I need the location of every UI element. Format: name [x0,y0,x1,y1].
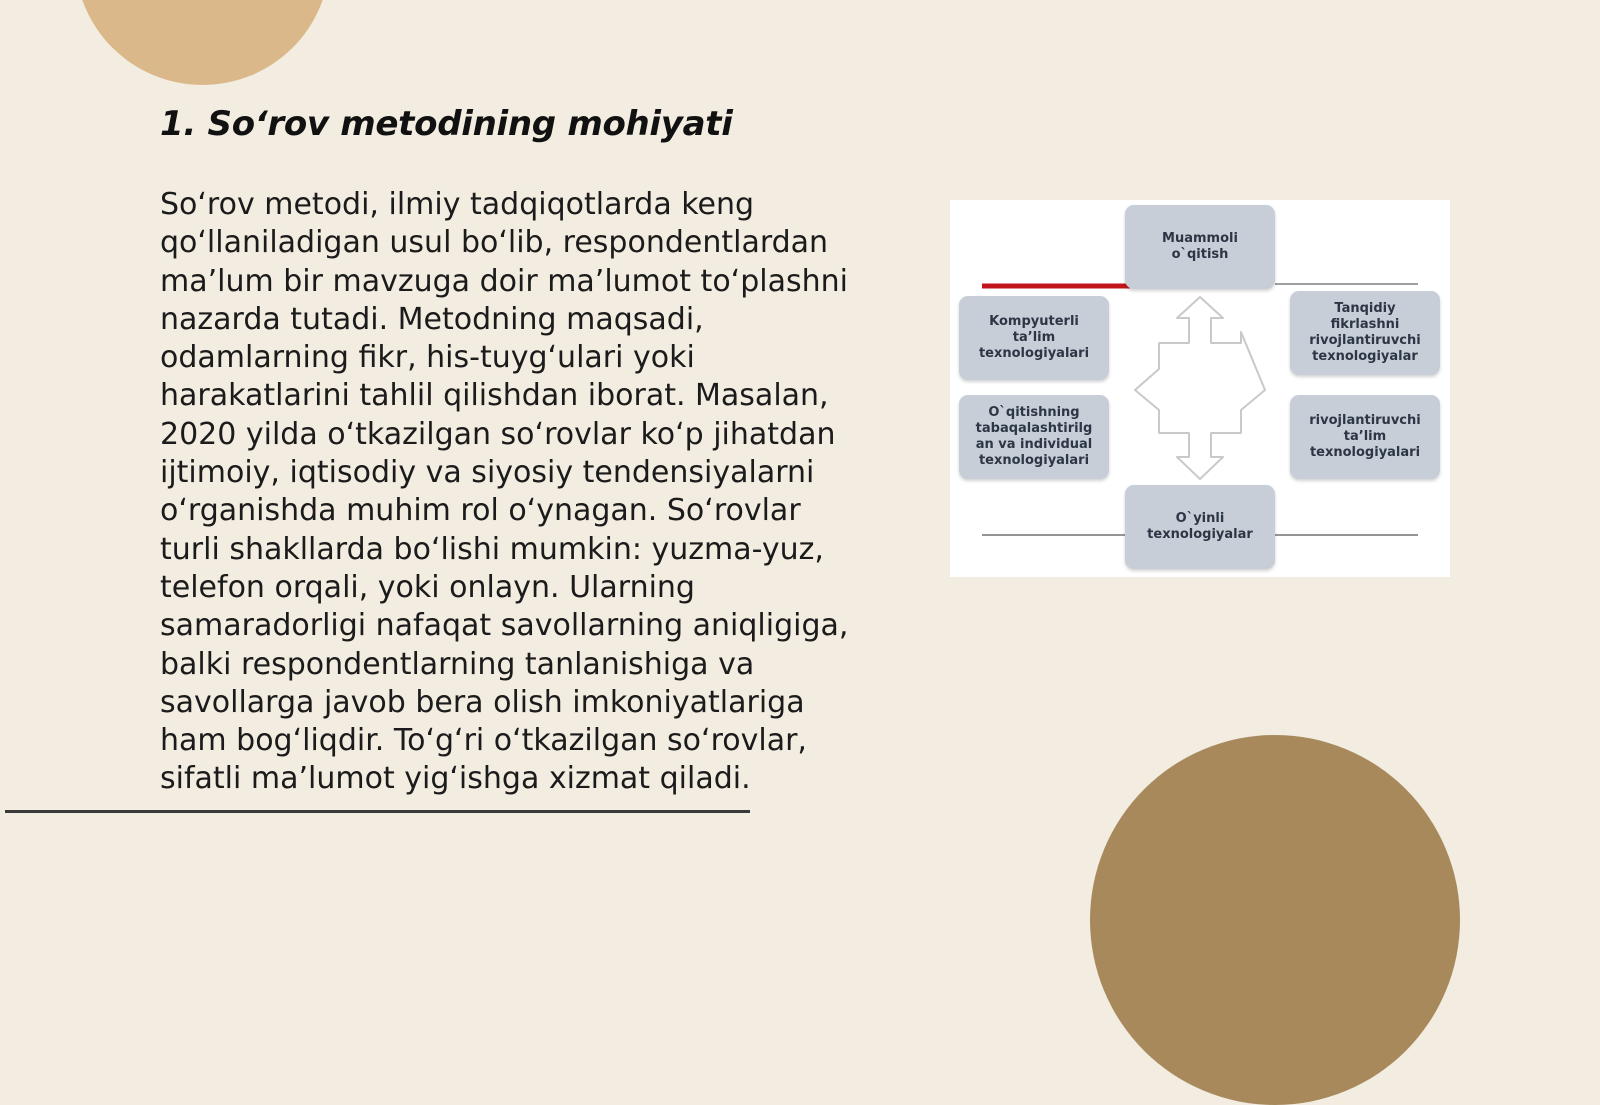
box-tanqidiy-fikrlash: Tanqidiy fikrlashni rivojlantiruvchi texnologiyalar [1290,291,1440,375]
slide-title: 1. So‘rov metodining mohiyati [160,104,733,144]
education-technologies-diagram [950,200,1450,577]
box-tabaqalashtirilgan: O`qitishning tabaqalashtirilg an va individual texnologiyalari [959,395,1109,479]
slide-body-text: So‘rov metodi, ilmiy tadqiqotlarda keng qo‘llaniladigan usul bo‘lib, respondentlardan ma’lum bir mavzuga doir ma’lumot to‘plashni nazarda tutadi. Metodning maqsadi, odamlarning fikr, his-tuyg‘ulari yoki harakatlarini tahlil qilishdan iborat. Masalan, 2020 yilda o‘tkazilgan so‘rovlar ko‘p jihatdan ijtimoiy, iqtisodiy va siyosiy tendensiyalarni o‘rganishda muhim rol o‘ynagan. So‘rovlar turli shakllarda bo‘lishi mumkin: yuzma-yuz, telefon orqali, yoki onlayn. Ularning samaradorligi nafaqat savollarning aniqligiga, balki respondentlarning tanlanishiga va savollarga javob bera olish imkoniyatlariga ham bog‘liqdir. To‘g‘ri o‘tkazilgan so‘rovlar, sifatli ma’lumot yig‘ishga xizmat qiladi. [160,187,849,797]
box-rivojlantiruvchi-talim: rivojlantiruvchi ta’lim texnologiyalari [1290,395,1440,479]
box-muammoli-oqitish: Muammoli o`qitish [1125,205,1275,289]
decorative-circle-top [75,0,330,85]
decorative-circle-bottom [1090,735,1460,1105]
divider-line [5,810,750,813]
box-oyinli-texnologiyalar: O`yinli texnologiyalar [1125,485,1275,569]
box-kompyuterli-talim: Kompyuterli ta’lim texnologiyalari [959,296,1109,380]
